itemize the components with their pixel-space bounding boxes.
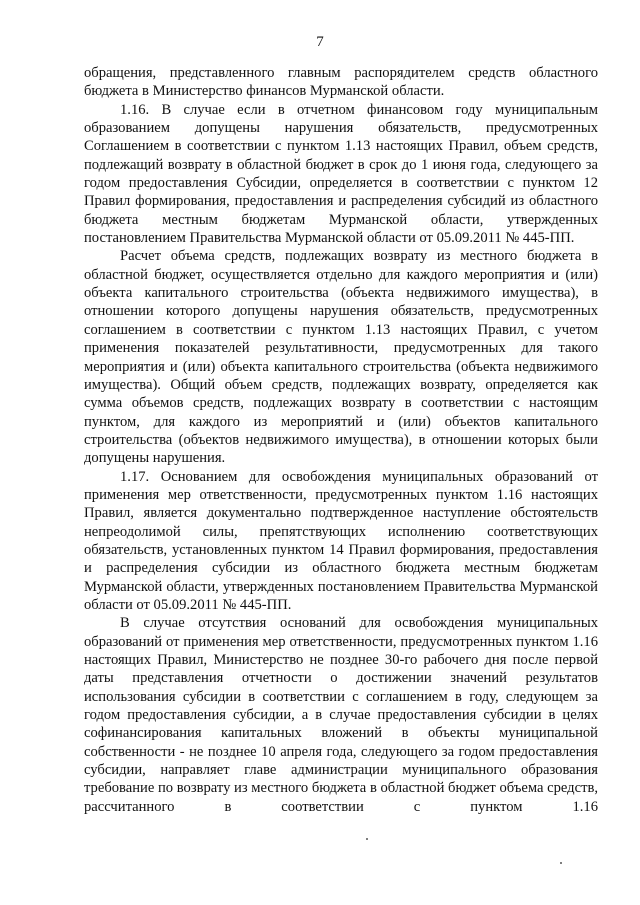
scan-speck <box>560 862 562 864</box>
paragraph-no-grounds: В случае отсутствия оснований для освобождения муниципальных образований от применения мер ответственности, предусмотренных пунктом 1.16 настоящих Правил, Министерство не позднее 30-го рабочего дня после первой даты представления отчетности о достижении значений результатов использования субсидии в соответствии с соглашением в году, следующем за годом предоставления субсидии, а в случае предоставления субсидии в целях софинансирования капитальных вложений в объекты муниципальной собственности - не позднее 10 апреля года, следующего за годом предоставления субсидии, направляет главе администрации муниципального образования требование по возврату из местного бюджета в областной бюджет объема средств, рассчитанного в соответствии с пунктом 1.16 <box>84 615 598 815</box>
page-number: 7 <box>316 34 324 50</box>
paragraph-refund-calculation: Расчет объема средств, подлежащих возврату из местного бюджета в областной бюджет, осуществляется отдельно для каждого мероприятия и (или) объекта капитального строительства (объекта недвижимого имущества), в отношении которого допущены нарушения обязательств, предусмотренных соглашением в соответствии с пунктом 1.13 настоящих Правил, с учетом применения показателей результативности, предусмотренных для такого мероприятия и (или) объекта капитального строительства (объекта недвижимого имущества). Общий объем средств, подлежащих возврату, определяется как сумма объемов средств, подлежащих возврату в соответствии с настоящим пунктом, для каждого из мероприятий и (или) объектов капитального строительства (объектов недвижимого имущества), в отношении которых были допущены нарушения. <box>84 248 598 467</box>
paragraph-1-16: 1.16. В случае если в отчетном финансовом году муниципальным образованием допущены нарушения обязательств, предусмотренных Соглашением в соответствии с пунктом 1.13 настоящих Правил, объем средств, подлежащий возврату в областной бюджет в срок до 1 июня года, следующего за годом предоставления Субсидии, определяется в соответствии с пунктом 12 Правил формирования, предоставления и распределения субсидий из областного бюджета местным бюджетам Мурманской области, утвержденных постановлением Правительства Мурманской области от 05.09.2011 № 445-ПП. <box>84 101 598 247</box>
paragraph-continuation: обращения, представленного главным распорядителем средств областного бюджета в Министерство финансов Мурманской области. <box>84 65 598 100</box>
document-body <box>84 64 598 816</box>
paragraph-1-17: 1.17. Основанием для освобождения муниципальных образований от применения мер ответственности, предусмотренных пунктом 1.16 настоящих Правил, является документально подтвержденное наступление обстоятельств непреодолимой силы, препятствующих исполнению соответствующих обязательств, установленных пунктом 14 Правил формирования, предоставления и распределения субсидии из областного бюджета местным бюджетам Мурманской области, утвержденных постановлением Правительства Мурманской области от 05.09.2011 № 445-ПП. <box>84 468 598 613</box>
scan-speck <box>366 838 368 840</box>
